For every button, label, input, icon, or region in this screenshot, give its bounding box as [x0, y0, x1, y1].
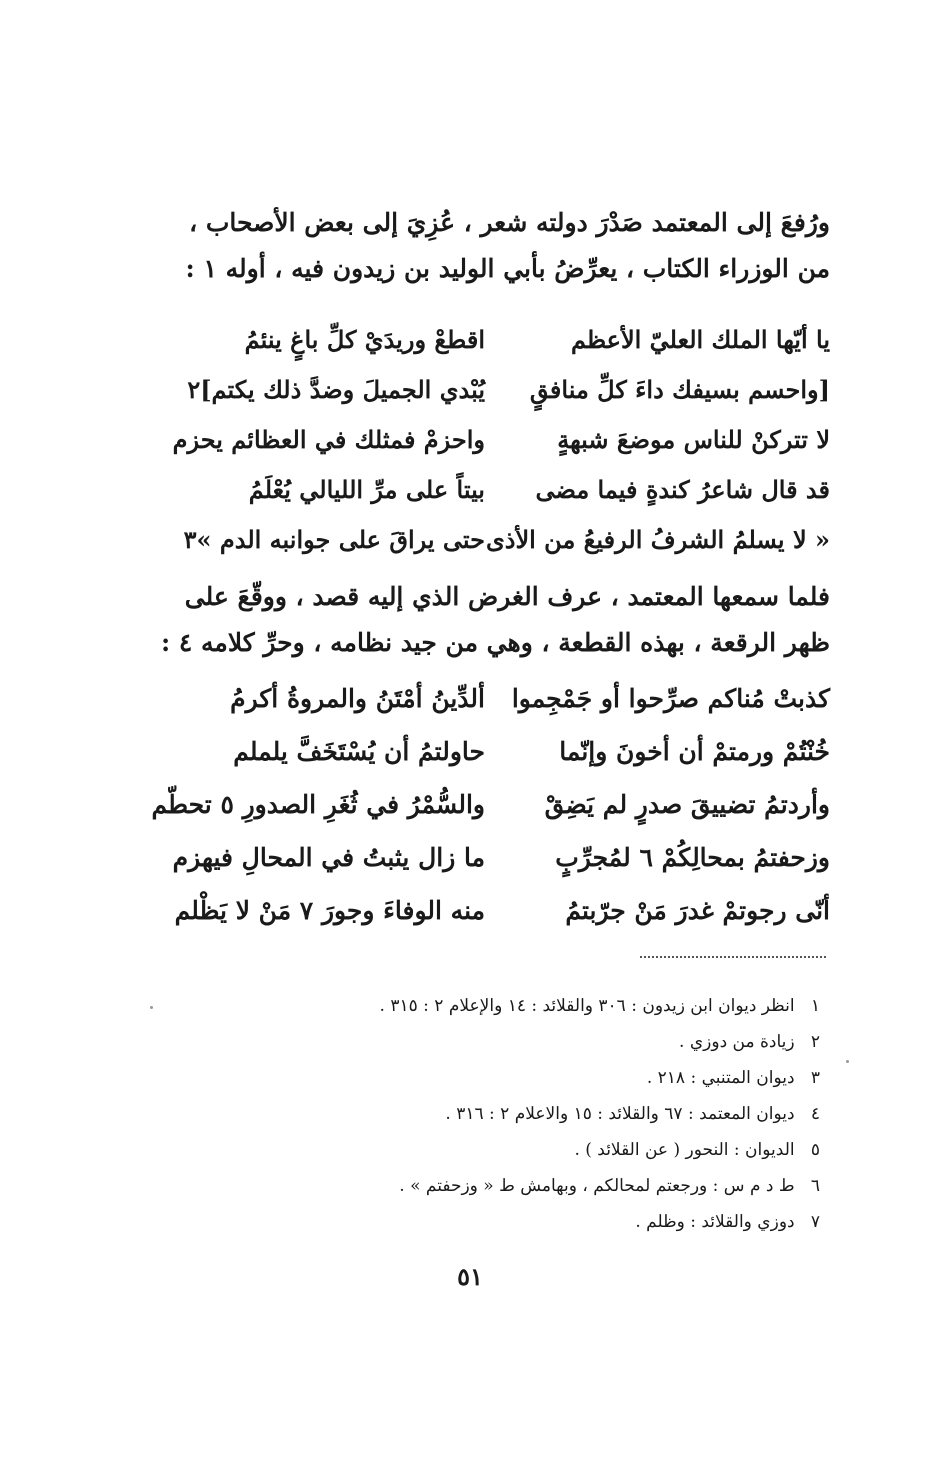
- verse-second-hemistich: ما زال يثبتُ في المحالِ فيهزم: [172, 843, 485, 872]
- verse-first-hemistich: [واحسم بسيفك داءَ كلِّ منافقٍ: [529, 374, 830, 404]
- footnote-text: ط د م س : ورجعتم لمحالكم ، وبهامش ط « وزحفتم » .: [399, 1176, 795, 1196]
- footnote-number: ٢: [810, 1032, 820, 1052]
- verse-first-hemistich: قد قال شاعرُ كندةٍ فيما مضى: [535, 474, 830, 504]
- verse-first-hemistich: يا أيّها الملك العليّ الأعظم: [570, 324, 830, 354]
- footnote-text: زيادة من دوزي .: [679, 1032, 795, 1052]
- verse: [160, 514, 830, 564]
- footnote-text: دوزي والقلائد : وظلم .: [635, 1212, 795, 1232]
- footnote-number: ١: [810, 996, 820, 1016]
- verse: [160, 831, 830, 884]
- footnote: [160, 1096, 820, 1132]
- verse-first-hemistich: خُنْتُمْ ورمتمْ أن أخونَ وإنّما: [559, 737, 830, 766]
- verse: [151, 778, 830, 831]
- footnote-number: ٣: [810, 1068, 820, 1088]
- verse-second-hemistich: اقطعْ وريدَيْ كلِّ باغٍ ينئمُ: [244, 324, 485, 354]
- paragraph-line: ورُفعَ إلى المعتمد صَدْرَ دولته شعر ، عُزِيَ إلى بعض الأصحاب ،: [189, 208, 830, 237]
- verse: [160, 725, 830, 778]
- footnote: [160, 1168, 820, 1204]
- footnote: [160, 1060, 820, 1096]
- scan-speck: [846, 1060, 849, 1063]
- verse-second-hemistich: منه الوفاءَ وجورَ ٧ مَنْ لا يَظْلم: [174, 896, 485, 925]
- footnote: [160, 1024, 820, 1060]
- verse-first-hemistich: أنّى رجوتمْ غدرَ مَنْ جرّبتمُ: [565, 896, 830, 925]
- footnote: [160, 988, 820, 1024]
- footnote-text: ديوان المتنبي : ٢١٨ .: [646, 1068, 795, 1088]
- verse-first-hemistich: لا تتركنْ للناس موضعَ شبهةٍ: [557, 424, 830, 454]
- verse: [160, 672, 830, 725]
- verse: [160, 414, 830, 464]
- verse: [160, 314, 830, 364]
- verse-first-hemistich: كذبتْ مُناكم صرِّحوا أو جَمْجِموا: [511, 684, 830, 713]
- footnote-text: الديوان : النحور ( عن القلائد ) .: [574, 1140, 795, 1160]
- paragraph-line: من الوزراء الكتاب ، يعرِّضُ بأبي الوليد بن زيدون فيه ، أوله ١ :: [185, 254, 830, 283]
- footnote-text: انظر ديوان ابن زيدون : ٣٠٦ والقلائد : ١٤ والإعلام ٢ : ٣١٥ .: [379, 996, 795, 1016]
- verse-second-hemistich: حاولتمُ أن يُسْتَخَفَّ يلملم: [233, 737, 485, 766]
- poem-first: [160, 314, 830, 564]
- paragraph-line: ظهر الرقعة ، بهذه القطعة ، وهي من جيد نظامه ، وحرِّ كلامه ٤ :: [160, 628, 830, 657]
- footnote-number: ٦: [810, 1176, 820, 1196]
- footnote: [160, 1204, 820, 1240]
- footnote-text: ديوان المعتمد : ٦٧ والقلائد : ١٥ والاعلام ٢ : ٣١٦ .: [445, 1104, 795, 1124]
- footnote: [160, 1132, 820, 1168]
- verse-first-hemistich: وأردتمُ تضييقَ صدرٍ لم يَضِقْ: [544, 790, 830, 819]
- footnote-divider: [640, 956, 826, 958]
- poem-second: [151, 672, 830, 937]
- scan-speck: [150, 1006, 153, 1009]
- verse-second-hemistich: حتى يراقَ على جوانبه الدم »٣: [183, 524, 485, 554]
- verse: [160, 464, 830, 514]
- verse: [160, 884, 830, 937]
- verse-second-hemistich: واحزمْ فمثلك في العظائم يحزم: [172, 424, 485, 454]
- intro-paragraph: [160, 200, 830, 292]
- footnote-number: ٥: [810, 1140, 820, 1160]
- verse-second-hemistich: بيتاً على مرِّ الليالي يُعْلَمُ: [248, 474, 485, 504]
- verse-second-hemistich: يُبْدي الجميلَ وضدَّ ذلك يكتم]٢: [187, 374, 485, 404]
- footnotes: [160, 988, 820, 1240]
- footnote-number: ٧: [810, 1212, 820, 1232]
- verse-first-hemistich: وزحفتمُ بمحالِكُمْ ٦ لمُجرِّبٍ: [555, 843, 830, 872]
- response-paragraph: [160, 574, 830, 666]
- verse: [160, 364, 830, 414]
- footnote-number: ٤: [810, 1104, 820, 1124]
- verse-second-hemistich: والسُّمْرُ في ثُغَرِ الصدورِ ٥ تحطّم: [151, 790, 485, 819]
- paragraph-line: فلما سمعها المعتمد ، عرف الغرض الذي إليه قصد ، ووقّعَ على: [184, 582, 830, 611]
- verse-first-hemistich: « لا يسلمُ الشرفُ الرفيعُ من الأذى: [485, 524, 830, 554]
- page-number: ٥١: [457, 1262, 483, 1291]
- verse-second-hemistich: ألدِّينُ أمْتَنُ والمروةُ أكرمُ: [230, 684, 485, 713]
